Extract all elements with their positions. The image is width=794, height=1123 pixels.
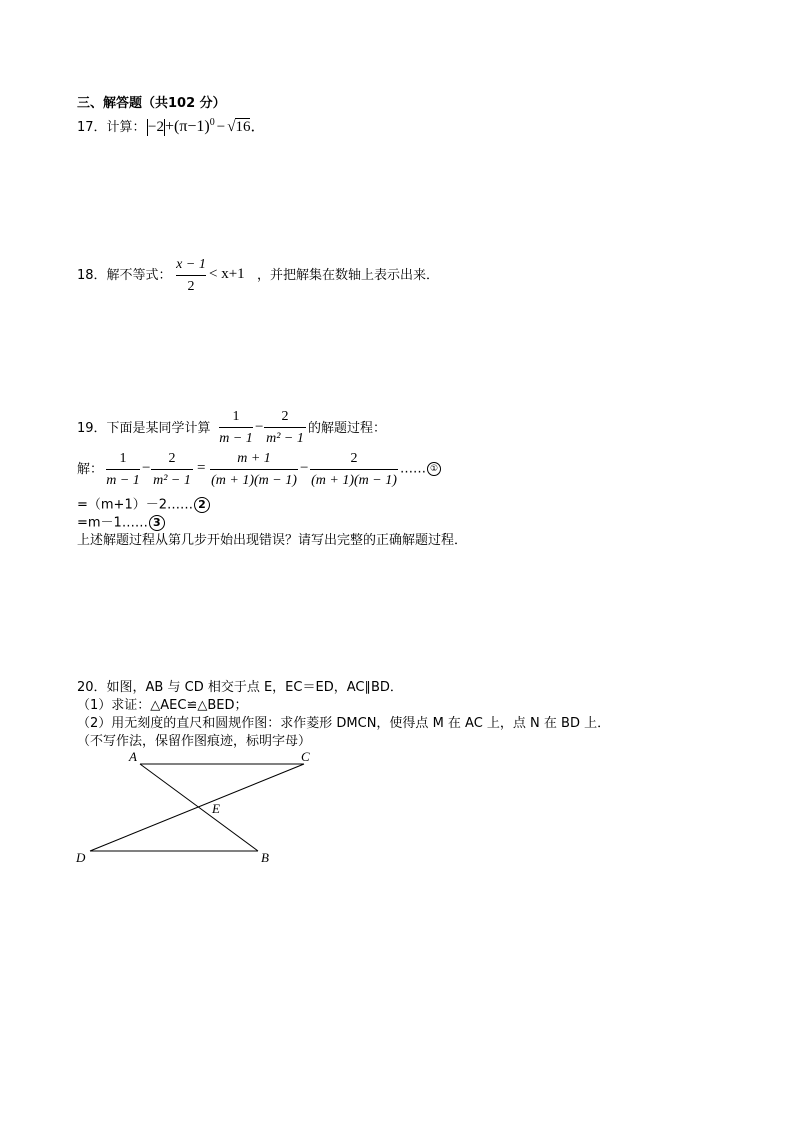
fraction-numerator: 2	[168, 451, 176, 466]
q18-rhs: < x+1	[209, 266, 245, 282]
label-e: E	[212, 801, 220, 816]
fraction-numerator: m + 1	[237, 451, 271, 466]
minus-sign: −	[300, 460, 309, 476]
segment-cd	[90, 764, 304, 851]
q20-part2: （2）用无刻度的直尺和圆规作图：求作菱形 DMCN，使得点 M 在 AC 上，点 N 在 BD 上．	[77, 716, 611, 731]
step3-text: =m－1……	[77, 515, 148, 531]
q20-stem: 20．如图，AB 与 CD 相交于点 E，EC＝ED，AC∥BD．	[77, 680, 403, 695]
minus-sign: −	[216, 119, 226, 135]
equals-sign: =	[197, 460, 206, 476]
minus-sign: −	[255, 419, 264, 435]
fraction-denominator: (m + 1)(m − 1)	[211, 473, 297, 488]
period: ．	[250, 119, 266, 135]
circled-1-icon: ①	[427, 462, 441, 476]
minus-sign: −	[142, 460, 151, 476]
fraction-denominator: (m + 1)(m − 1)	[311, 473, 397, 488]
fraction-numerator: 1	[119, 451, 127, 466]
label-d: D	[76, 850, 86, 865]
label-a: A	[129, 749, 137, 764]
dots: ……	[400, 461, 426, 477]
label-c: C	[301, 749, 310, 764]
fraction-denominator: m² − 1	[153, 473, 191, 488]
sqrt-icon: √	[227, 119, 236, 135]
q18-prefix: 18．解不等式：	[77, 268, 172, 283]
fraction-denominator: m − 1	[106, 473, 140, 488]
pi-term: +(π−1)	[164, 118, 210, 135]
q19-suffix: 的解题过程：	[308, 421, 387, 436]
label-b: B	[261, 850, 269, 865]
fraction-numerator: 1	[232, 409, 240, 424]
q20-part1: （1）求证：△AEC≌△BED；	[77, 698, 248, 713]
sqrt-argument: 16	[235, 119, 251, 135]
abs-value: −2	[148, 119, 164, 135]
q20-note: （不写作法，保留作图痕迹，标明字母）	[77, 734, 312, 749]
fraction-denominator: m − 1	[219, 431, 253, 446]
q19-question: 上述解题过程从第几步开始出现错误？请写出完整的正确解题过程．	[77, 533, 468, 548]
circled-3-icon: 3	[149, 515, 165, 531]
exponent: 0	[209, 117, 215, 128]
fraction-numerator: x − 1	[176, 257, 206, 272]
fraction-denominator: 2	[187, 279, 195, 294]
solution-label: 解：	[77, 462, 104, 477]
q17-prefix: 17．计算：	[77, 120, 146, 135]
fraction-numerator: 2	[281, 409, 289, 424]
section-title: 三、解答题（共102 分）	[77, 96, 226, 111]
segment-ab	[140, 764, 258, 851]
q18-suffix: ，并把解集在数轴上表示出来．	[257, 268, 440, 283]
fraction-denominator: m² − 1	[266, 431, 304, 446]
q19-prefix: 19．下面是某同学计算	[77, 421, 211, 436]
step2-text: =（m+1）－2……	[77, 497, 193, 513]
circled-2-icon: 2	[194, 497, 210, 513]
fraction-numerator: 2	[350, 451, 358, 466]
